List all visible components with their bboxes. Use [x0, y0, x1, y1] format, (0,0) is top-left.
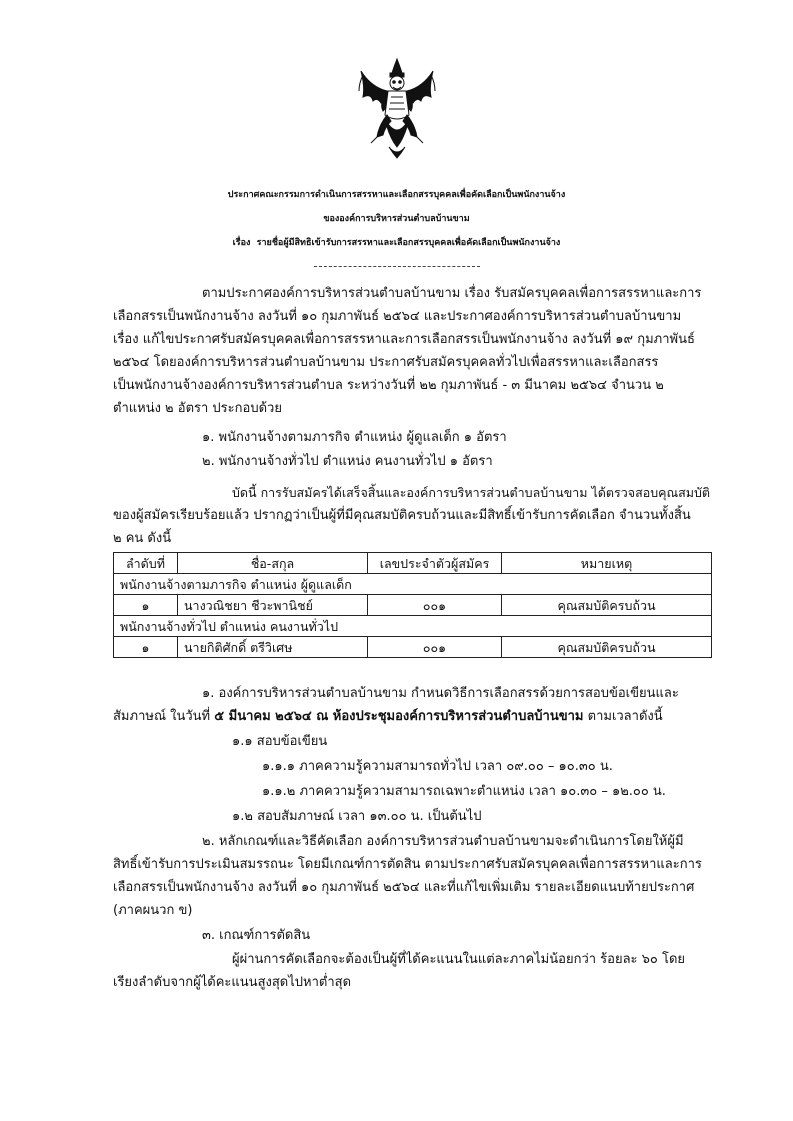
section1-sub: ๑.๒ สอบสัมภาษณ์ เวลา ๑๓.๐๐ น. เป็นต้นไป — [232, 809, 482, 824]
subject-text: รายชื่อผู้มีสิทธิเข้ารับการสรรหาและเลือกสรรบุคคลเพื่อคัดเลือกเป็นพนักงานจ้าง — [256, 238, 561, 248]
cell-order: ๑ — [114, 637, 178, 658]
cell-applicant-id: ๐๐๑ — [368, 595, 502, 616]
table-group-row — [114, 574, 712, 595]
candidates-table — [113, 552, 712, 658]
intro-line: เรื่อง แก้ไขประกาศรับสมัครบุคคลเพื่อการสรรหาและการเลือกสรรเป็นพนักงานจ้าง ลงวันที่ ๑๙ กุมภาพันธ์ — [113, 332, 695, 347]
result-line: บัดนี้ การรับสมัครได้เสร็จสิ้นและองค์การบริหารส่วนตำบลบ้านขาม ได้ตรวจสอบคุณสมบัติ — [232, 485, 711, 500]
position-item: ๒. พนักงานจ้างทั่วไป ตำแหน่ง คนงานทั่วไป ๑ อัตรา — [202, 454, 493, 469]
intro-line: เป็นพนักงานจ้างองค์การบริหารส่วนตำบล ระหว่างวันที่ ๒๒ กุมภาพันธ์ - ๓ มีนาคม ๒๕๖๔ จำนวน ๒ — [113, 378, 664, 393]
intro-line: ตำแหน่ง ๒ อัตรา ประกอบด้วย — [113, 401, 282, 416]
table-row — [114, 595, 712, 616]
title-divider — [314, 266, 480, 267]
section1-sub: ๑.๑ สอบข้อเขียน — [232, 734, 328, 749]
section2-line: เลือกสรรเป็นพนักงานจ้าง ลงวันที่ ๑๐ กุมภาพันธ์ ๒๕๖๔ และที่แก้ไขเพิ่มเติม รายละเอียดแนบท้ายประกาศ — [113, 880, 695, 895]
intro-line: ตามประกาศองค์การบริหารส่วนตำบลบ้านขาม เรื่อง รับสมัครบุคคลเพื่อการสรรหาและการ — [202, 286, 702, 301]
section2-line: ๒. หลักเกณฑ์และวิธีคัดเลือก องค์การบริหารส่วนตำบลบ้านขามจะดำเนินการโดยให้ผู้มี — [202, 834, 684, 849]
table-header-row — [114, 553, 712, 574]
section3-line: เรียงลำดับจากผู้ได้คะแนนสูงสุดไปหาต่ำสุด — [113, 975, 352, 990]
exam-date-venue: ๕ มีนาคม ๒๕๖๔ ณ ห้องประชุมองค์การบริหารส่วนตำบลบ้านขาม — [214, 709, 584, 724]
intro-line: เลือกสรรเป็นพนักงานจ้าง ลงวันที่ ๑๐ กุมภาพันธ์ ๒๕๖๔ และประกาศองค์การบริหารส่วนตำบลบ้านขาม — [113, 309, 682, 324]
result-line: ๒ คน ดังนี้ — [113, 531, 172, 546]
section2-line: สิทธิ์เข้ารับการประเมินสมรรถนะ โดยมีเกณฑ์การตัดสิน ตามประกาศรับสมัครบุคคลเพื่อการสรรหาและการ — [113, 857, 702, 872]
section2-line: (ภาคผนวก ข) — [113, 903, 193, 918]
result-line: ของผู้สมัครเรียบร้อยแล้ว ปรากฏว่าเป็นผู้ที่มีคุณสมบัติครบถ้วนและมีสิทธิ์เข้ารับการคัดเลือก จำนวนทั้งสิ้น — [113, 508, 691, 523]
group-label: พนักงานจ้างตามภารกิจ ตำแหน่ง ผู้ดูแลเด็ก — [114, 574, 712, 595]
cell-name: นางวณิชยา ชีวะพานิชย์ — [178, 595, 368, 616]
table-group-row — [114, 616, 712, 637]
header-cell: หมายเหตุ — [502, 553, 712, 574]
cell-remark: คุณสมบัติครบถ้วน — [502, 595, 712, 616]
section1-text: ตามเวลาดังนี้ — [583, 709, 663, 724]
header-cell: ชื่อ-สกุล — [178, 553, 368, 574]
garuda-emblem-icon — [357, 57, 437, 159]
group-label: พนักงานจ้างทั่วไป ตำแหน่ง คนงานทั่วไป — [114, 616, 712, 637]
header-cell: ลำดับที่ — [114, 553, 178, 574]
section1-sub-item: ๑.๑.๑ ภาคความรู้ความสามารถทั่วไป เวลา ๐๙.๐๐ – ๑๐.๓๐ น. — [262, 759, 613, 774]
section3-heading: ๓. เกณฑ์การตัดสิน — [202, 928, 311, 943]
header-cell: เลขประจำตัวผู้สมัคร — [368, 553, 502, 574]
section1-sub-item: ๑.๑.๒ ภาคความรู้ความสามารถเฉพาะตำแหน่ง เวลา ๑๐.๓๐ – ๑๒.๐๐ น. — [262, 784, 666, 799]
table-row — [114, 637, 712, 658]
section1-line — [113, 707, 663, 726]
title-line-1: ประกาศคณะกรรมการดำเนินการสรรหาและเลือกสรรบุคคลเพื่อคัดเลือกเป็นพนักงานจ้าง — [227, 190, 566, 200]
position-item: ๑. พนักงานจ้างตามภารกิจ ตำแหน่ง ผู้ดูแลเด็ก ๑ อัตรา — [202, 430, 507, 445]
intro-line: ๒๕๖๔ โดยองค์การบริหารส่วนตำบลบ้านขาม ประกาศรับสมัครบุคคลทั่วไปเพื่อสรรหาและเลือกสรร — [113, 355, 659, 370]
cell-name: นายกิติศักดิ์ ตรีวิเศษ — [178, 637, 368, 658]
section1-line: ๑. องค์การบริหารส่วนตำบลบ้านขาม กำหนดวิธีการเลือกสรรด้วยการสอบข้อเขียนและ — [202, 686, 679, 701]
cell-remark: คุณสมบัติครบถ้วน — [502, 637, 712, 658]
subject-label: เรื่อง — [232, 238, 251, 248]
title-line-2: ขององค์การบริหารส่วนตำบลบ้านขาม — [323, 214, 470, 224]
section3-line: ผู้ผ่านการคัดเลือกจะต้องเป็นผู้ที่ได้คะแนนในแต่ละภาคไม่น้อยกว่า ร้อยละ ๖๐ โดย — [232, 952, 686, 967]
cell-order: ๑ — [114, 595, 178, 616]
section1-text: สัมภาษณ์ ในวันที่ — [113, 709, 215, 724]
subject-line — [0, 234, 793, 253]
cell-applicant-id: ๐๐๑ — [368, 637, 502, 658]
